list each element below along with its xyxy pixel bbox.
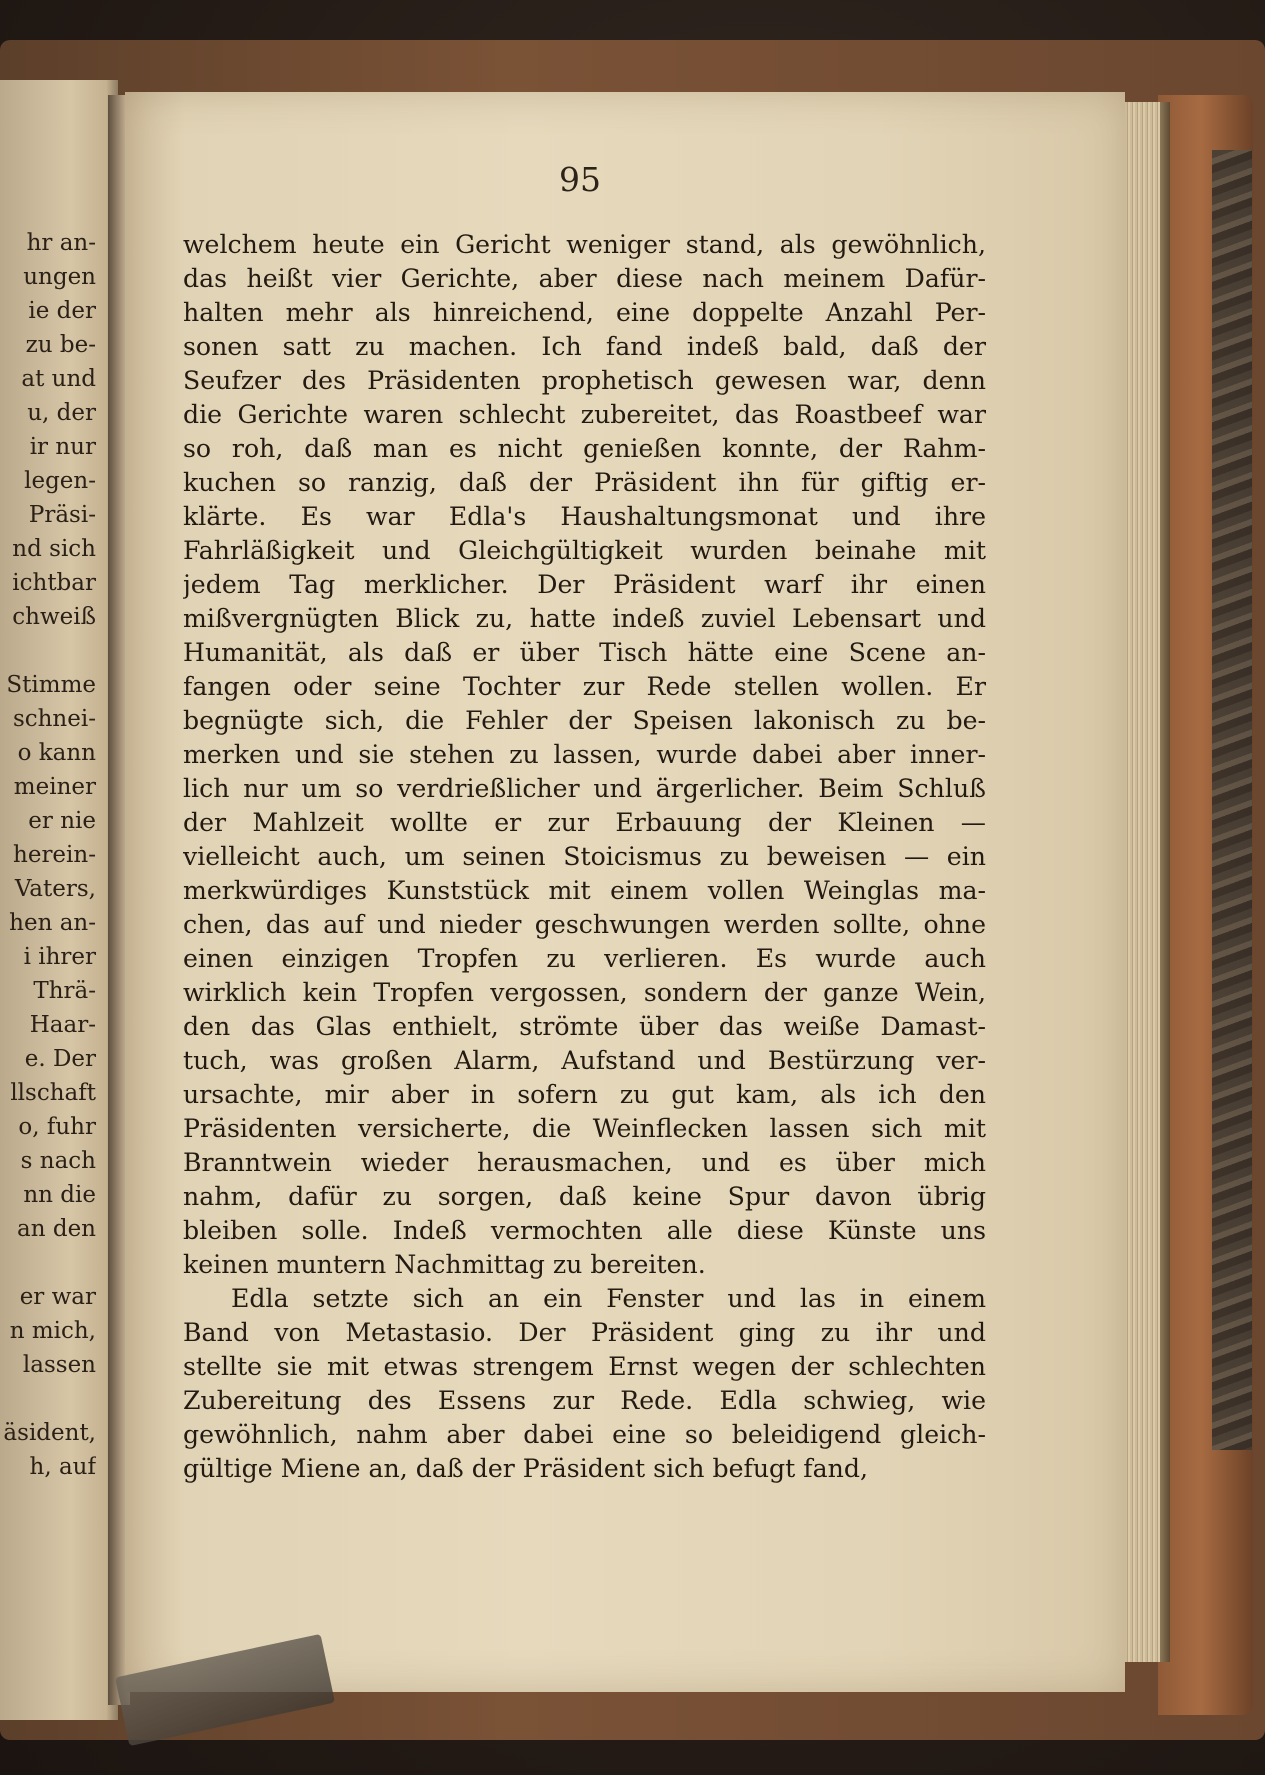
- text-line: gewöhnlich, nahm aber dabei eine so beleidigend gleich-: [183, 1420, 986, 1449]
- left-page-text: [0, 226, 96, 1484]
- left-page-line: u, der: [27, 400, 96, 426]
- left-page-line: Vaters,: [14, 876, 96, 902]
- marbled-cover: [1212, 150, 1252, 1450]
- text-line: der Mahlzeit wollte er zur Erbauung der Kleinen —: [183, 808, 986, 837]
- text-line: bleiben solle. Indeß vermochten alle diese Künste uns: [183, 1216, 986, 1245]
- left-page-line: ie der: [28, 298, 96, 324]
- text-line: gültige Miene an, daß der Präsident sich befugt fand,: [183, 1454, 868, 1483]
- left-page-line: lassen: [22, 1352, 96, 1378]
- text-line: welchem heute ein Gericht weniger stand, als gewöhnlich,: [183, 230, 986, 259]
- text-line: nahm, dafür zu sorgen, daß keine Spur davon übrig: [183, 1182, 986, 1211]
- text-line: lich nur um so verdrießlicher und ärgerlicher. Beim Schluß: [183, 774, 986, 803]
- left-page-line: Thrä-: [33, 978, 96, 1004]
- left-page-line: e. Der: [24, 1046, 96, 1072]
- text-line: jedem Tag merklicher. Der Präsident warf ihr einen: [183, 570, 986, 599]
- text-line: halten mehr als hinreichend, eine doppelte Anzahl Per-: [183, 298, 986, 327]
- left-page-line: zu be-: [25, 332, 96, 358]
- left-page-line: legen-: [24, 468, 96, 494]
- text-line: Fahrläßigkeit und Gleichgültigkeit wurden beinahe mit: [183, 536, 986, 565]
- text-line: mißvergnügten Blick zu, hatte indeß zuviel Lebensart und: [183, 604, 986, 633]
- text-line: Band von Metastasio. Der Präsident ging zu ihr und: [183, 1318, 986, 1347]
- left-page-line: nd sich: [12, 536, 96, 562]
- text-line: merkwürdiges Kunststück mit einem vollen Weinglas ma-: [183, 876, 986, 905]
- text-line: kuchen so ranzig, daß der Präsident ihn für giftig er-: [183, 468, 986, 497]
- text-line: das heißt vier Gerichte, aber diese nach meinem Dafür-: [183, 264, 986, 293]
- text-line: Humanität, als daß er über Tisch hätte eine Scene an-: [183, 638, 986, 667]
- text-line: ursachte, mir aber in sofern zu gut kam, als ich den: [183, 1080, 986, 1109]
- text-line: klärte. Es war Edla's Haushaltungsmonat und ihre: [183, 502, 986, 531]
- text-line: sonen satt zu machen. Ich fand indeß bald, daß der: [183, 332, 986, 361]
- left-page-line: Haar-: [29, 1012, 96, 1038]
- text-line: Seufzer des Präsidenten prophetisch gewesen war, denn: [183, 366, 986, 395]
- text-line: chen, das auf und nieder geschwungen werden sollte, ohne: [183, 910, 986, 939]
- left-page-line: äsident,: [3, 1420, 96, 1446]
- left-page-line: meiner: [13, 774, 96, 800]
- text-line: stellte sie mit etwas strengem Ernst wegen der schlechten: [183, 1352, 986, 1381]
- text-line: wirklich kein Tropfen vergossen, sondern der ganze Wein,: [183, 978, 986, 1007]
- left-page-line: Präsi-: [28, 502, 96, 528]
- text-line: tuch, was großen Alarm, Aufstand und Bestürzung ver-: [183, 1046, 986, 1075]
- left-page-line: hr an-: [26, 230, 96, 256]
- text-line: begnügte sich, die Fehler der Speisen lakonisch zu be-: [183, 706, 986, 735]
- text-line: merken und sie stehen zu lassen, wurde dabei aber inner-: [183, 740, 986, 769]
- page-body-text: [183, 228, 986, 1486]
- left-page-line: chweiß: [12, 604, 96, 630]
- left-page-line: at und: [21, 366, 96, 392]
- left-page-line: hen an-: [9, 910, 96, 936]
- left-page-line: er nie: [28, 808, 96, 834]
- left-page-line: n mich,: [9, 1318, 96, 1344]
- left-page-line: o kann: [17, 740, 96, 766]
- left-page-line: h, auf: [29, 1454, 96, 1480]
- left-page-line: ir nur: [29, 434, 96, 460]
- text-line: keinen muntern Nachmittag zu bereiten.: [183, 1250, 706, 1279]
- left-page-line: o, fuhr: [18, 1114, 96, 1140]
- left-page-line: llschaft: [10, 1080, 96, 1106]
- text-line: Zubereitung des Essens zur Rede. Edla schwieg, wie: [183, 1386, 986, 1415]
- left-page-line: Stimme: [6, 672, 96, 698]
- left-page-line: s nach: [20, 1148, 96, 1174]
- left-page-line: er war: [19, 1284, 96, 1310]
- left-page-line: schnei-: [12, 706, 96, 732]
- left-page-line: i ihrer: [23, 944, 96, 970]
- text-line: so roh, daß man es nicht genießen konnte, der Rahm-: [183, 434, 986, 463]
- text-line: die Gerichte waren schlecht zubereitet, das Roastbeef war: [183, 400, 986, 429]
- text-line: vielleicht auch, um seinen Stoicismus zu beweisen — ein: [183, 842, 986, 871]
- page-edges-shadow: [1160, 102, 1170, 1662]
- text-line: einen einzigen Tropfen zu verlieren. Es wurde auch: [183, 944, 986, 973]
- left-page-line: ungen: [23, 264, 96, 290]
- text-line: Edla setzte sich an ein Fenster und las in einem: [231, 1284, 986, 1313]
- page-edges: [1125, 102, 1165, 1662]
- text-line: fangen oder seine Tochter zur Rede stellen wollen. Er: [183, 672, 986, 701]
- left-page-line: nn die: [23, 1182, 96, 1208]
- page-number: 95: [559, 160, 601, 199]
- left-page-line: an den: [17, 1216, 96, 1242]
- text-line: Präsidenten versicherte, die Weinflecken lassen sich mit: [183, 1114, 986, 1143]
- left-page-line: ichtbar: [12, 570, 96, 596]
- text-line: Branntwein wieder herausmachen, und es über mich: [183, 1148, 986, 1177]
- text-line: den das Glas enthielt, strömte über das weiße Damast-: [183, 1012, 986, 1041]
- left-page-line: herein-: [13, 842, 96, 868]
